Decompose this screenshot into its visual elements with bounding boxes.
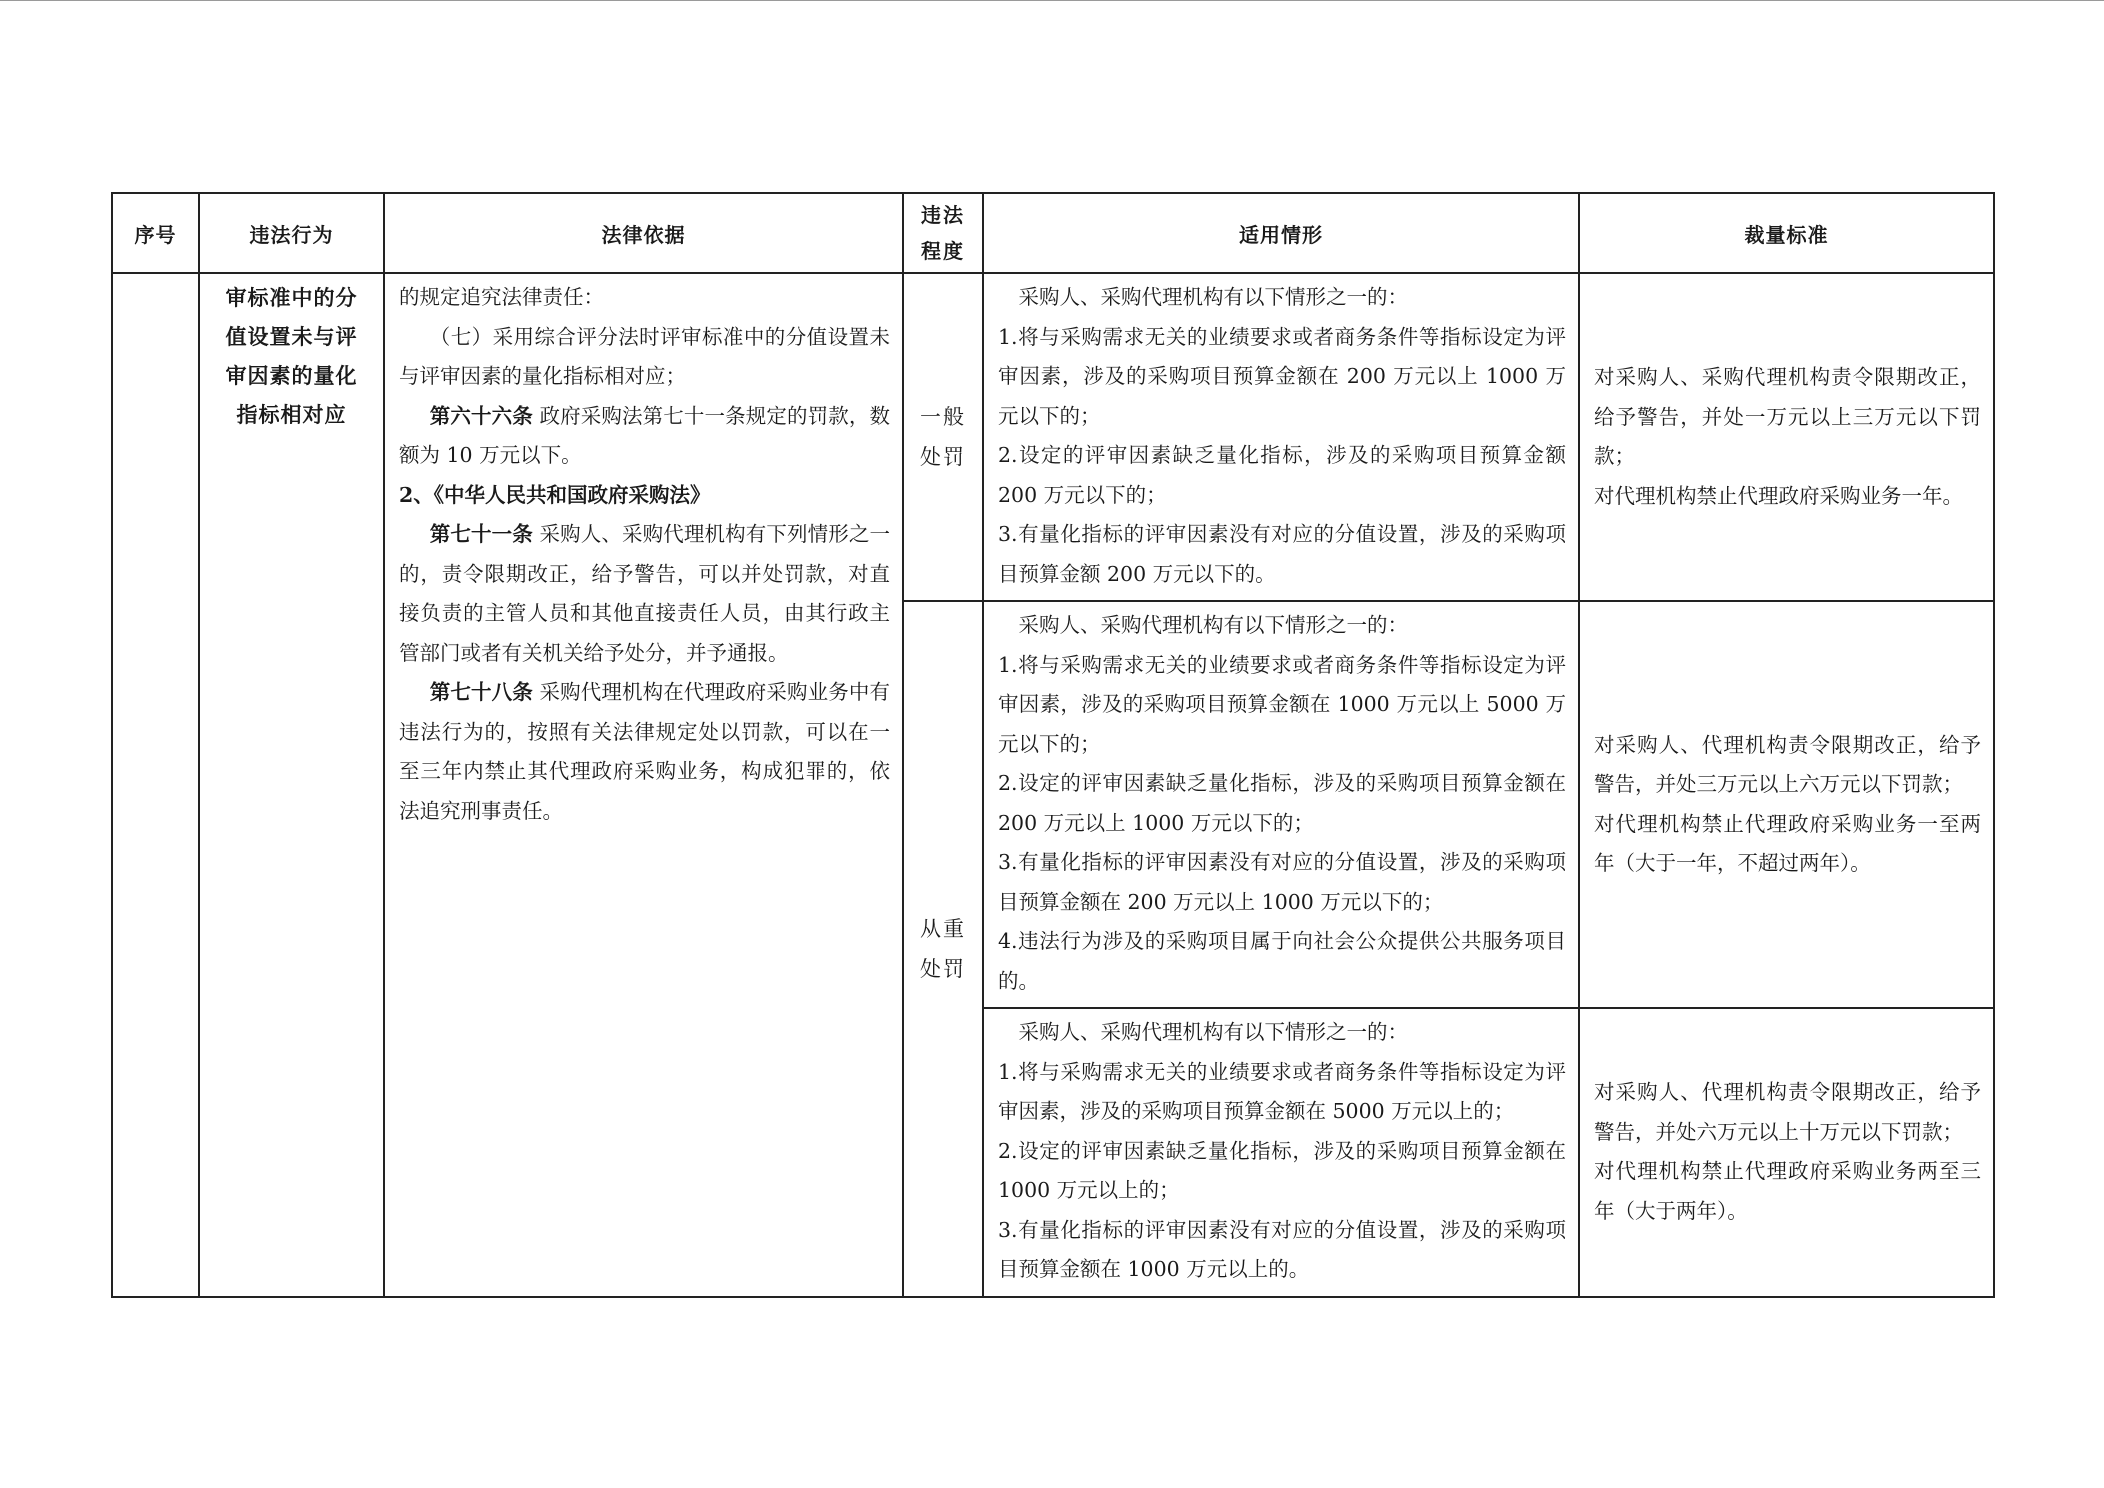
header-basis: 法律依据: [384, 193, 903, 273]
article-number: 第六十六条: [429, 403, 533, 428]
standard-line: 对代理机构禁止代理政府采购业务两至三年（大于两年）。: [1594, 1159, 1981, 1223]
table-header-row: [112, 193, 1994, 273]
table-row: [112, 273, 1994, 601]
cell-case-3: [983, 1008, 1579, 1297]
cell-seq: [112, 273, 199, 1297]
case-item: 2.设定的评审因素缺乏量化指标，涉及的采购项目预算金额在 200 万元以上 1000 万元以下的；: [998, 771, 1566, 835]
case-item: 2.设定的评审因素缺乏量化指标，涉及的采购项目预算金额在 1000 万元以上的；: [998, 1138, 1566, 1202]
case-lead: 采购人、采购代理机构有以下情形之一的：: [1018, 613, 1408, 637]
header-seq: 序号: [112, 193, 199, 273]
cell-standard-3: [1579, 1008, 1994, 1297]
cell-standard-1: [1579, 273, 1994, 601]
case-item: 3.有量化指标的评审因素没有对应的分值设置，涉及的采购项目预算金额在 200 万元以上 1000 万元以下的；: [998, 850, 1566, 914]
cell-basis: [384, 273, 903, 1297]
article-text: 政府采购法第七十一条规定的罚款，数额为 10 万元以下。: [399, 403, 891, 467]
case-item: 3.有量化指标的评审因素没有对应的分值设置，涉及的采购项目预算金额 200 万元以下的。: [998, 522, 1566, 586]
case-item: 4.违法行为涉及的采购项目属于向社会公众提供公共服务项目的。: [998, 929, 1566, 993]
case-item: 1.将与采购需求无关的业绩要求或者商务条件等指标设定为评审因素，涉及的采购项目预算金额在 1000 万元以上 5000 万元以下的；: [998, 652, 1566, 756]
standard-line: 对代理机构禁止代理政府采购业务一年。: [1594, 483, 1963, 508]
article-text: 采购代理机构在代理政府采购业务中有违法行为的，按照有关法律规定处以罚款，可以在一至三年内禁止其代理政府采购业务，构成犯罪的，依法追究刑事责任。: [399, 680, 891, 823]
cell-degree-general: [903, 273, 983, 601]
header-degree: [903, 193, 983, 273]
page-top-rule: [0, 0, 2104, 1]
case-lead: 采购人、采购代理机构有以下情形之一的：: [1018, 1020, 1408, 1044]
case-item: 1.将与采购需求无关的业绩要求或者商务条件等指标设定为评审因素，涉及的采购项目预算金额在 200 万元以上 1000 万元以下的；: [998, 324, 1566, 428]
act-line: 指标相对应: [236, 402, 347, 427]
degree-line: 从重: [920, 916, 966, 941]
cell-act: [199, 273, 384, 1297]
act-line: 值设置未与评: [225, 324, 358, 349]
standard-line: 对代理机构禁止代理政府采购业务一至两年（大于一年，不超过两年）。: [1594, 811, 1981, 875]
basis-paragraph: [399, 673, 890, 831]
article-number: 第七十八条: [429, 680, 533, 704]
header-case: 适用情形: [983, 193, 1579, 273]
standard-line: 对采购人、代理机构责令限期改正，给予警告，并处三万元以上六万元以下罚款；: [1594, 732, 1981, 796]
cell-standard-2: [1579, 601, 1994, 1008]
degree-line: 处罚: [920, 956, 966, 981]
cell-case-1: [983, 273, 1579, 601]
law-title: 2、《中华人民共和国政府采购法》: [399, 482, 711, 507]
case-item: 3.有量化指标的评审因素没有对应的分值设置，涉及的采购项目预算金额在 1000 万元以上的。: [998, 1217, 1566, 1281]
degree-line: 一般: [920, 405, 966, 429]
case-item: 2.设定的评审因素缺乏量化指标，涉及的采购项目预算金额 200 万元以下的；: [998, 443, 1566, 507]
cell-case-2: [983, 601, 1579, 1008]
basis-paragraph: [399, 515, 890, 673]
standard-line: 对采购人、采购代理机构责令限期改正，给予警告，并处一万元以上三万元以下罚款；: [1594, 365, 1981, 468]
basis-paragraph: 的规定追究法律责任：: [399, 285, 604, 309]
act-line: 审因素的量化: [225, 363, 358, 388]
cell-degree-heavy: [903, 601, 983, 1297]
case-lead: 采购人、采购代理机构有以下情形之一的：: [1018, 285, 1408, 309]
degree-line: 处罚: [920, 445, 966, 469]
basis-paragraph: [399, 397, 890, 476]
header-degree-line-2: 程度: [921, 239, 965, 263]
case-item: 1.将与采购需求无关的业绩要求或者商务条件等指标设定为评审因素，涉及的采购项目预算金额在 5000 万元以上的；: [998, 1059, 1566, 1123]
header-degree-line-1: 违法: [921, 203, 965, 227]
header-standard: 裁量标准: [1579, 193, 1994, 273]
act-line: 审标准中的分: [225, 285, 358, 310]
standard-line: 对采购人、代理机构责令限期改正，给予警告，并处六万元以上十万元以下罚款；: [1594, 1080, 1981, 1144]
article-number: 第七十一条: [429, 522, 533, 546]
header-act: 违法行为: [199, 193, 384, 273]
article-text: 采购人、采购代理机构有下列情形之一的，责令限期改正，给予警告，可以并处罚款，对直接负责的主管人员和其他直接责任人员，由其行政主管部门或者有关机关给予处分，并予通报。: [399, 522, 891, 665]
basis-paragraph: （七）采用综合评分法时评审标准中的分值设置未与评审因素的量化指标相对应；: [399, 324, 890, 388]
penalty-discretion-table: [111, 192, 1995, 1298]
